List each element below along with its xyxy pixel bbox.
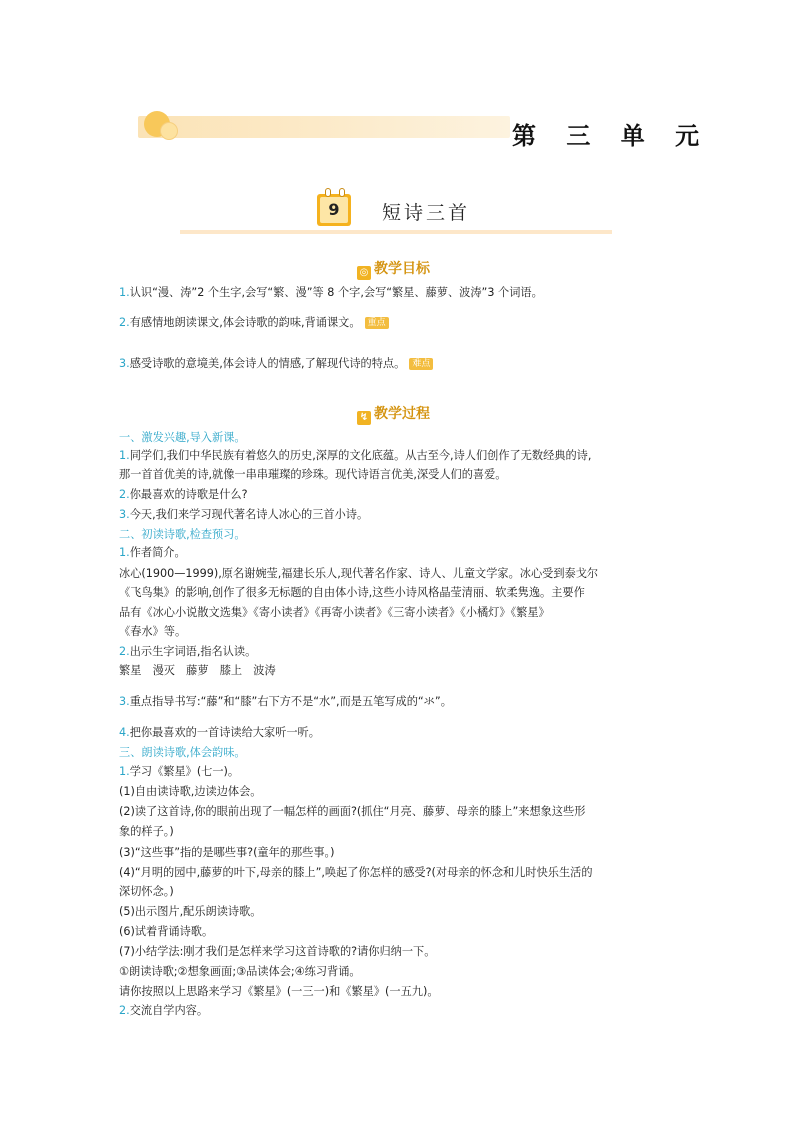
binder-ring-icon [325,188,331,197]
lesson-underline [180,230,612,234]
key-point-badge: 重点 [365,317,389,329]
process-heading: ↯ 教学过程 [357,403,430,425]
goal-item: 1.认识“漫、涛”2 个生字,会写“繁、漫”等 8 个字,会写“繁星、藤萝、波涛”3 个词语。 [119,286,543,299]
paragraph: (2)读了这首诗,你的眼前出现了一幅怎样的画面?(抓住“月亮、藤萝、母亲的膝上”来想象这些形 [119,805,586,818]
paragraph: (1)自由读诗歌,边读边体会。 [119,785,262,798]
paragraph: 请你按照以上思路来学习《繁星》(一三一)和《繁星》(一五九)。 [119,985,439,998]
decorative-small-circle-icon [160,122,178,140]
target-icon: ◎ [357,266,371,280]
lesson-title: 短诗三首 [382,202,471,224]
paragraph: 品有《冰心小说散文选集》《寄小读者》《再寄小读者》《三寄小读者》《小橘灯》《繁星》 [119,606,550,619]
paragraph: (7)小结学法:刚才我们是怎样来学习这首诗歌的?请你归纳一下。 [119,945,436,958]
paragraph: 1.同学们,我们中华民族有着悠久的历史,深厚的文化底蕴。从古至今,诗人们创作了无数经典的诗, [119,449,592,462]
section-title: 三、朗读诗歌,体会韵味。 [119,746,246,759]
section-title: 二、初读诗歌,检查预习。 [119,528,246,541]
lesson-number: 9 [320,197,348,223]
unit-header-bar [138,116,510,138]
paragraph: 深切怀念。) [119,885,174,898]
paragraph: (4)“月明的园中,藤萝的叶下,母亲的膝上”,唤起了你怎样的感受?(对母亲的怀念和儿时快乐生活的 [119,866,593,879]
paragraph: (3)“这些事”指的是哪些事?(童年的那些事。) [119,846,335,859]
difficulty-badge: 难点 [409,358,433,370]
paragraph: 《春水》等。 [119,625,187,638]
paragraph: 1.学习《繁星》(七一)。 [119,765,240,778]
paragraph: 那一首首优美的诗,就像一串串璀璨的珍珠。现代诗语言优美,深受人们的喜爱。 [119,468,507,481]
paragraph: 1.作者简介。 [119,546,186,559]
paragraph: 象的样子。) [119,825,174,838]
goal-item: 2.有感情地朗读课文,体会诗歌的韵味,背诵课文。 重点 [119,316,389,330]
section-title: 一、激发兴趣,导入新课。 [119,431,246,444]
paragraph: 2.出示生字词语,指名认读。 [119,645,257,658]
paragraph: ①朗读诗歌;②想象画面;③品读体会;④练习背诵。 [119,965,361,978]
vocabulary-words: 繁星 漫灭 藤萝 膝上 波涛 [119,664,276,677]
goals-heading: ◎ 教学目标 [357,258,430,280]
unit-title: 第 三 单 元 [512,121,711,150]
paragraph: 4.把你最喜欢的一首诗读给大家听一听。 [119,726,320,739]
paragraph: 3.重点指导书写:“藤”和“膝”右下方不是“水”,而是五笔写成的“氺”。 [119,695,452,708]
process-icon: ↯ [357,411,371,425]
goal-item: 3.感受诗歌的意境美,体会诗人的情感,了解现代诗的特点。 难点 [119,357,433,371]
paragraph: 3.今天,我们来学习现代著名诗人冰心的三首小诗。 [119,508,369,521]
paragraph: 《飞鸟集》的影响,创作了很多无标题的自由体小诗,这些小诗风格晶莹清丽、软柔隽逸。主要作 [119,586,585,599]
paragraph: 冰心(1900—1999),原名谢婉莹,福建长乐人,现代著名作家、诗人、儿童文学家。冰心受到泰戈尔 [119,567,599,580]
paragraph: (5)出示图片,配乐朗读诗歌。 [119,905,262,918]
binder-ring-icon [339,188,345,197]
paragraph: 2.你最喜欢的诗歌是什么? [119,488,248,501]
paragraph: 2.交流自学内容。 [119,1004,209,1017]
paragraph: (6)试着背诵诗歌。 [119,925,214,938]
